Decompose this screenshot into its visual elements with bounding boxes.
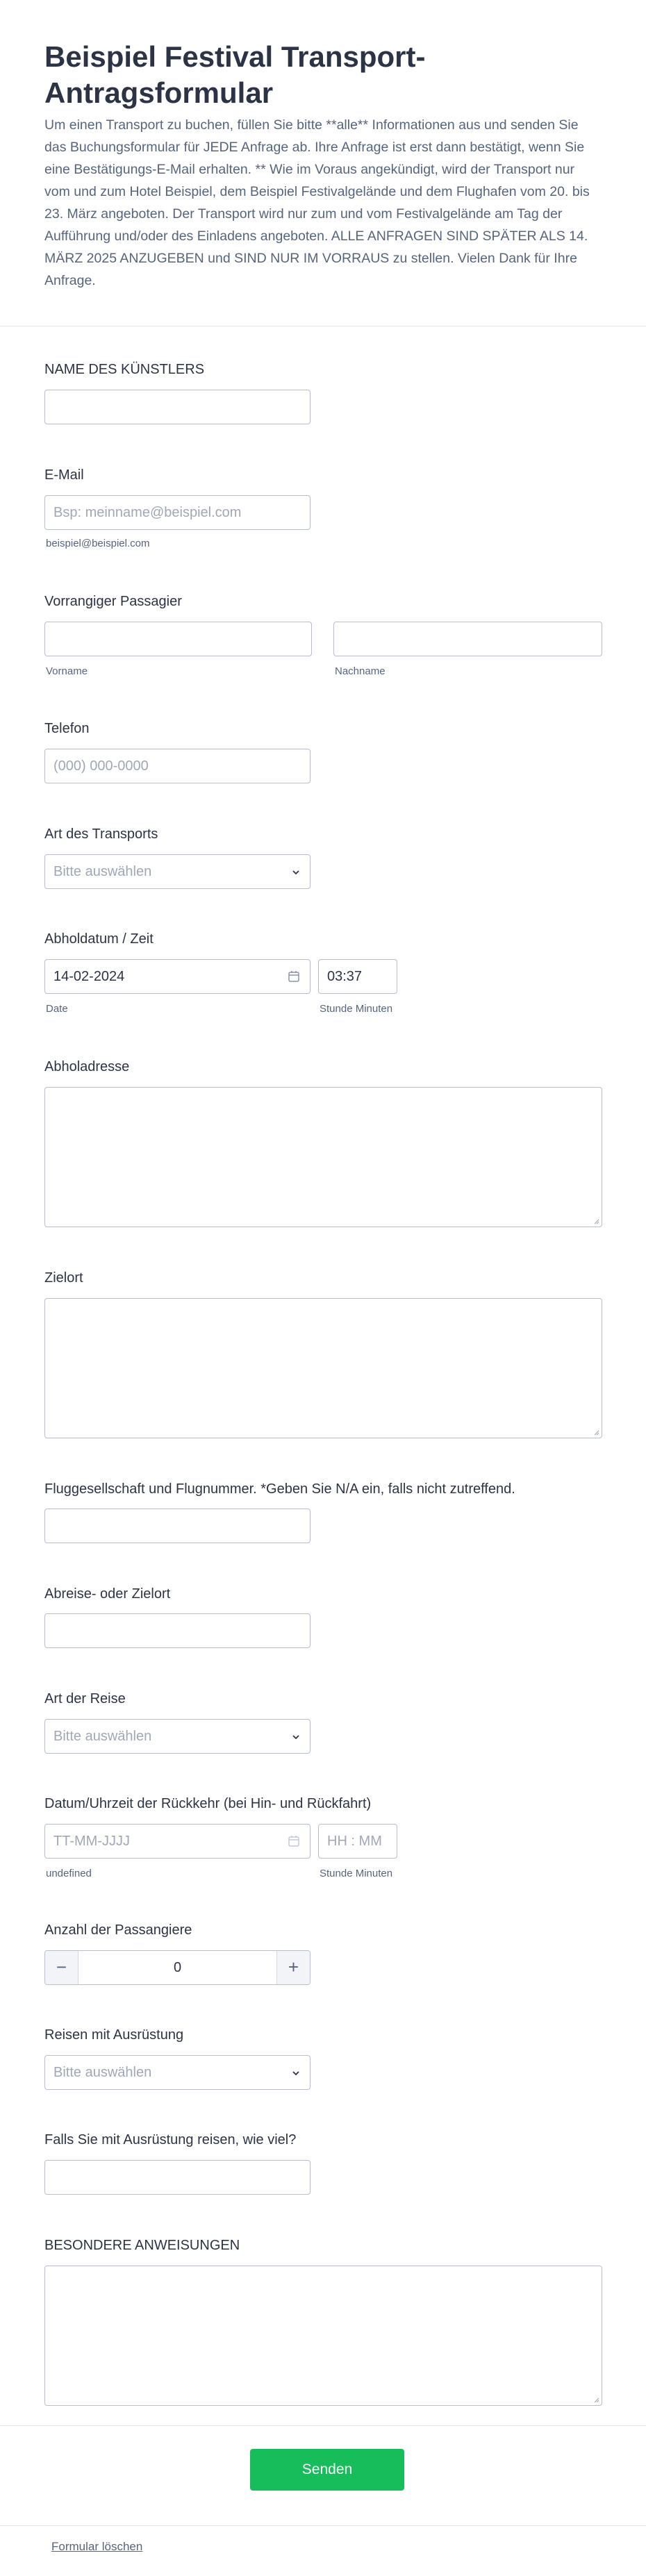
resize-grip-icon[interactable]: [593, 2396, 599, 2403]
artist-name-label: NAME DES KÜNSTLERS: [44, 362, 205, 377]
destination-field: [44, 1268, 83, 1288]
equipment-field: [44, 2025, 183, 2045]
special-instructions-label: BESONDERE ANWEISUNGEN: [44, 2238, 240, 2253]
form-title: Beispiel Festival Transport-Antragsformular: [44, 40, 426, 109]
email-sublabel: beispiel@beispiel.com: [46, 538, 150, 549]
clear-form-link[interactable]: Formular löschen: [51, 2540, 143, 2553]
return-datetime-field: [44, 1794, 371, 1813]
phone-label: Telefon: [44, 721, 90, 736]
submit-divider: [0, 2425, 646, 2426]
chevron-down-icon: [290, 2068, 301, 2079]
flight-field: [44, 1479, 515, 1499]
equipment-label: Reisen mit Ausrüstung: [44, 2027, 184, 2043]
return-date-sublabel: undefined: [46, 1868, 92, 1879]
flight-input[interactable]: [44, 1509, 310, 1543]
equipment-placeholder: Bitte auswählen: [53, 2065, 152, 2080]
pickup-address-label: Abholadresse: [44, 1059, 130, 1074]
phone-field: [44, 719, 90, 738]
passenger-count-value[interactable]: 0: [173, 1960, 182, 1975]
email-input[interactable]: [44, 495, 310, 530]
submit-button[interactable]: Senden: [250, 2449, 404, 2491]
phone-placeholder: (000) 000-0000: [53, 758, 149, 774]
pickup-time-value: 03:37: [327, 969, 363, 984]
pickup-date-input[interactable]: [44, 959, 310, 994]
phone-input[interactable]: [44, 749, 310, 783]
transport-type-select[interactable]: [44, 854, 310, 889]
transport-type-label: Art des Transports: [44, 826, 158, 842]
pickup-datetime-label: Abholdatum / Zeit: [44, 931, 154, 947]
special-instructions-field: [44, 2236, 240, 2255]
pickup-datetime-field: [44, 929, 154, 949]
departure-arrival-label: Abreise- oder Zielort: [44, 1586, 171, 1602]
artist-name-input[interactable]: [44, 390, 310, 424]
departure-arrival-input[interactable]: [44, 1613, 310, 1648]
destination-textarea[interactable]: [44, 1298, 602, 1438]
return-date-input[interactable]: [44, 1824, 310, 1859]
pickup-time-sublabel: Stunde Minuten: [320, 1003, 393, 1015]
pickup-date-sublabel: Date: [46, 1003, 68, 1015]
equipment-amount-input[interactable]: [44, 2160, 310, 2195]
footer-divider: [0, 2525, 646, 2526]
return-time-placeholder: HH : MM: [327, 1834, 382, 1849]
calendar-icon[interactable]: [288, 1835, 300, 1847]
resize-grip-icon[interactable]: [593, 1218, 599, 1224]
equipment-select[interactable]: [44, 2055, 310, 2090]
equipment-amount-label: Falls Sie mit Ausrüstung reisen, wie viel?: [44, 2132, 297, 2147]
chevron-down-icon: [290, 1731, 301, 1743]
passenger-last-name-input[interactable]: [333, 622, 602, 656]
trip-type-field: [44, 1689, 126, 1709]
return-time-sublabel: Stunde Minuten: [320, 1868, 393, 1879]
passenger-label: Vorrangiger Passagier: [44, 594, 182, 609]
departure-arrival-field: [44, 1584, 170, 1604]
passenger-count-stepper[interactable]: [44, 1950, 310, 1985]
equipment-amount-field: [44, 2130, 296, 2150]
form-description: Um einen Transport zu buchen, füllen Sie bitte **alle** Informationen aus und senden Sie das Buchungsformular für JEDE Anfrage ab. Ihre Anfrage ist erst dann bestätigt, wenn Sie eine Bestätigungs-E-Mail erhalten. ** Wie im Voraus angekündigt, wird der Transport nur vom und zum Hotel Beispiel, dem Beispiel Festivalgelände und dem Flughafen vom 20. bis 23. März angeboten. Der Transport wird nur zum und vom Festivalgelände am Tag der Aufführung und/oder des Einladens angeboten. ALLE ANFRAGEN SIND SPÄTER ALS 14. MÄRZ 2025 ANZUGEBEN und SIND NUR IM VORRAUS zu stellen. Vielen Dank für Ihre Anfrage.: [44, 117, 590, 288]
return-datetime-label: Datum/Uhrzeit der Rückkehr (bei Hin- und Rückfahrt): [44, 1796, 372, 1811]
email-field: [44, 465, 84, 485]
trip-type-label: Art der Reise: [44, 1691, 126, 1706]
return-time-input[interactable]: [318, 1824, 397, 1859]
chevron-down-icon: [290, 867, 301, 878]
pickup-address-field: [44, 1057, 129, 1077]
calendar-icon[interactable]: [288, 970, 300, 983]
increment-button[interactable]: +: [276, 1951, 310, 1984]
email-label: E-Mail: [44, 467, 84, 483]
trip-type-select[interactable]: [44, 1719, 310, 1754]
passenger-last-sublabel: Nachname: [335, 665, 386, 677]
flight-label: Fluggesellschaft und Flugnummer. *Geben Sie N/A ein, falls nicht zutreffend.: [44, 1481, 515, 1497]
pickup-address-textarea[interactable]: [44, 1087, 602, 1227]
passenger-first-name-input[interactable]: [44, 622, 312, 656]
return-date-placeholder: TT-MM-JJJJ: [53, 1834, 130, 1849]
passenger-field: [44, 592, 182, 611]
artist-name-field: [44, 360, 204, 379]
passenger-first-sublabel: Vorname: [46, 665, 88, 677]
pickup-date-value: 14-02-2024: [53, 969, 125, 984]
pickup-time-input[interactable]: [318, 959, 397, 994]
email-placeholder: Bsp: meinname@beispiel.com: [53, 505, 242, 520]
transport-type-field: [44, 824, 158, 844]
transport-type-placeholder: Bitte auswählen: [53, 864, 152, 879]
trip-type-placeholder: Bitte auswählen: [53, 1729, 152, 1744]
destination-label: Zielort: [44, 1270, 83, 1286]
decrement-button[interactable]: −: [45, 1951, 78, 1984]
passenger-count-label: Anzahl der Passangiere: [44, 1922, 192, 1938]
special-instructions-textarea[interactable]: [44, 2266, 602, 2406]
resize-grip-icon[interactable]: [593, 1429, 599, 1436]
form-header: [0, 0, 646, 292]
passenger-count-field: [44, 1920, 192, 1940]
